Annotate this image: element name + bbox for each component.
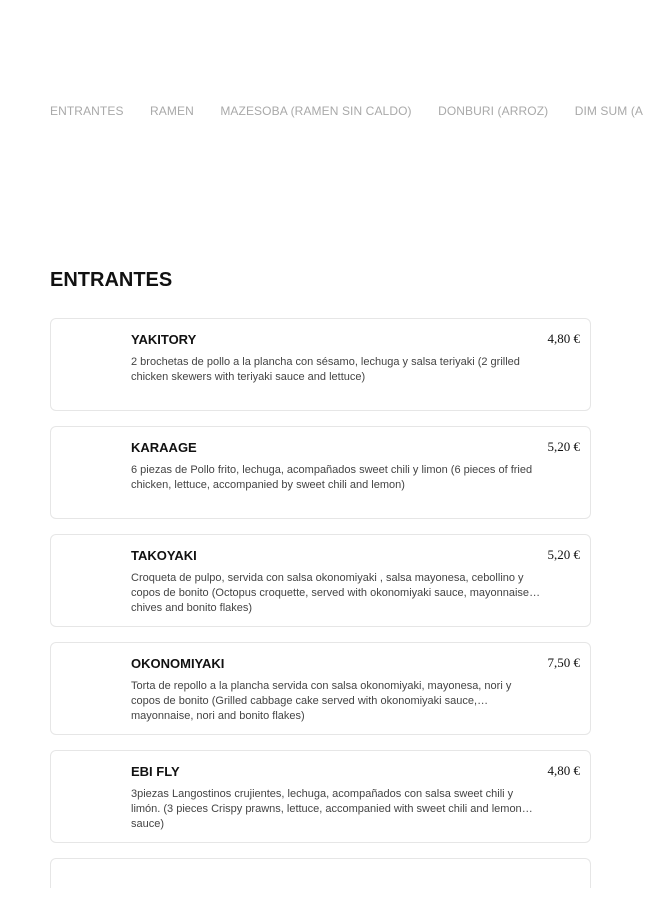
menu-item-description: Torta de repollo a la plancha servida con salsa okonomiyaki, mayonesa, nori y copos de bonito (Grilled cabbage cake served with okonomiyaki sauce, mayonnaise, nori and bonito flakes) <box>131 680 512 722</box>
menu-item-card[interactable] <box>50 642 591 735</box>
category-tabs <box>50 102 644 120</box>
menu-item-name: YAKITORY <box>131 332 197 347</box>
tab-donburi[interactable]: DONBURI (ARROZ) <box>438 104 549 118</box>
menu-item-list <box>50 318 591 903</box>
tab-dim-sum[interactable]: DIM SUM (A <box>574 104 644 118</box>
tab-mazesoba[interactable]: MAZESOBA (RAMEN SIN CALDO) <box>220 104 412 118</box>
tab-ramen[interactable]: RAMEN <box>150 104 194 118</box>
menu-item-description: 2 brochetas de pollo a la plancha con sésamo, lechuga y salsa teriyaki (2 grilled chicken skewers with teriyaki sauce and lettuce) <box>131 356 520 383</box>
menu-item-card[interactable] <box>50 318 591 411</box>
menu-item-description: 6 piezas de Pollo frito, lechuga, acompañados sweet chili y limon (6 pieces of fried chicken, lettuce, accompanied by sweet chili and lemon) <box>131 464 533 491</box>
menu-item-name: KARAAGE <box>131 440 197 455</box>
menu-item-card[interactable] <box>50 426 591 519</box>
menu-item-price: 5,20 € <box>547 439 580 454</box>
tab-entrantes[interactable]: ENTRANTES <box>50 104 124 118</box>
menu-item-description: 3piezas Langostinos crujientes, lechuga, acompañados con salsa sweet chili y limón. (3 pieces Crispy prawns, lettuce, accompanied with sweet chili and lemon sauce) <box>131 788 522 830</box>
menu-item-price: 5,20 € <box>547 547 580 562</box>
menu-item-price: 4,80 € <box>547 331 580 346</box>
menu-item-name: EBI FLY <box>131 764 180 779</box>
menu-item-price: 4,80 € <box>547 763 580 778</box>
menu-item-name: TAKOYAKI <box>131 548 197 563</box>
menu-item-card[interactable] <box>50 534 591 627</box>
menu-item-card[interactable] <box>50 750 591 843</box>
menu-item-name: OKONOMIYAKI <box>131 656 225 671</box>
menu-item-price: 7,50 € <box>547 655 580 670</box>
menu-item-card-partial[interactable] <box>50 858 591 888</box>
section-title: ENTRANTES <box>50 269 173 291</box>
menu-item-description: Croqueta de pulpo, servida con salsa okonomiyaki , salsa mayonesa, cebollino y copos de bonito (Octopus croquette, served with okonomiyaki sauce, mayonnaise, chives and bonito flakes) <box>131 572 533 614</box>
